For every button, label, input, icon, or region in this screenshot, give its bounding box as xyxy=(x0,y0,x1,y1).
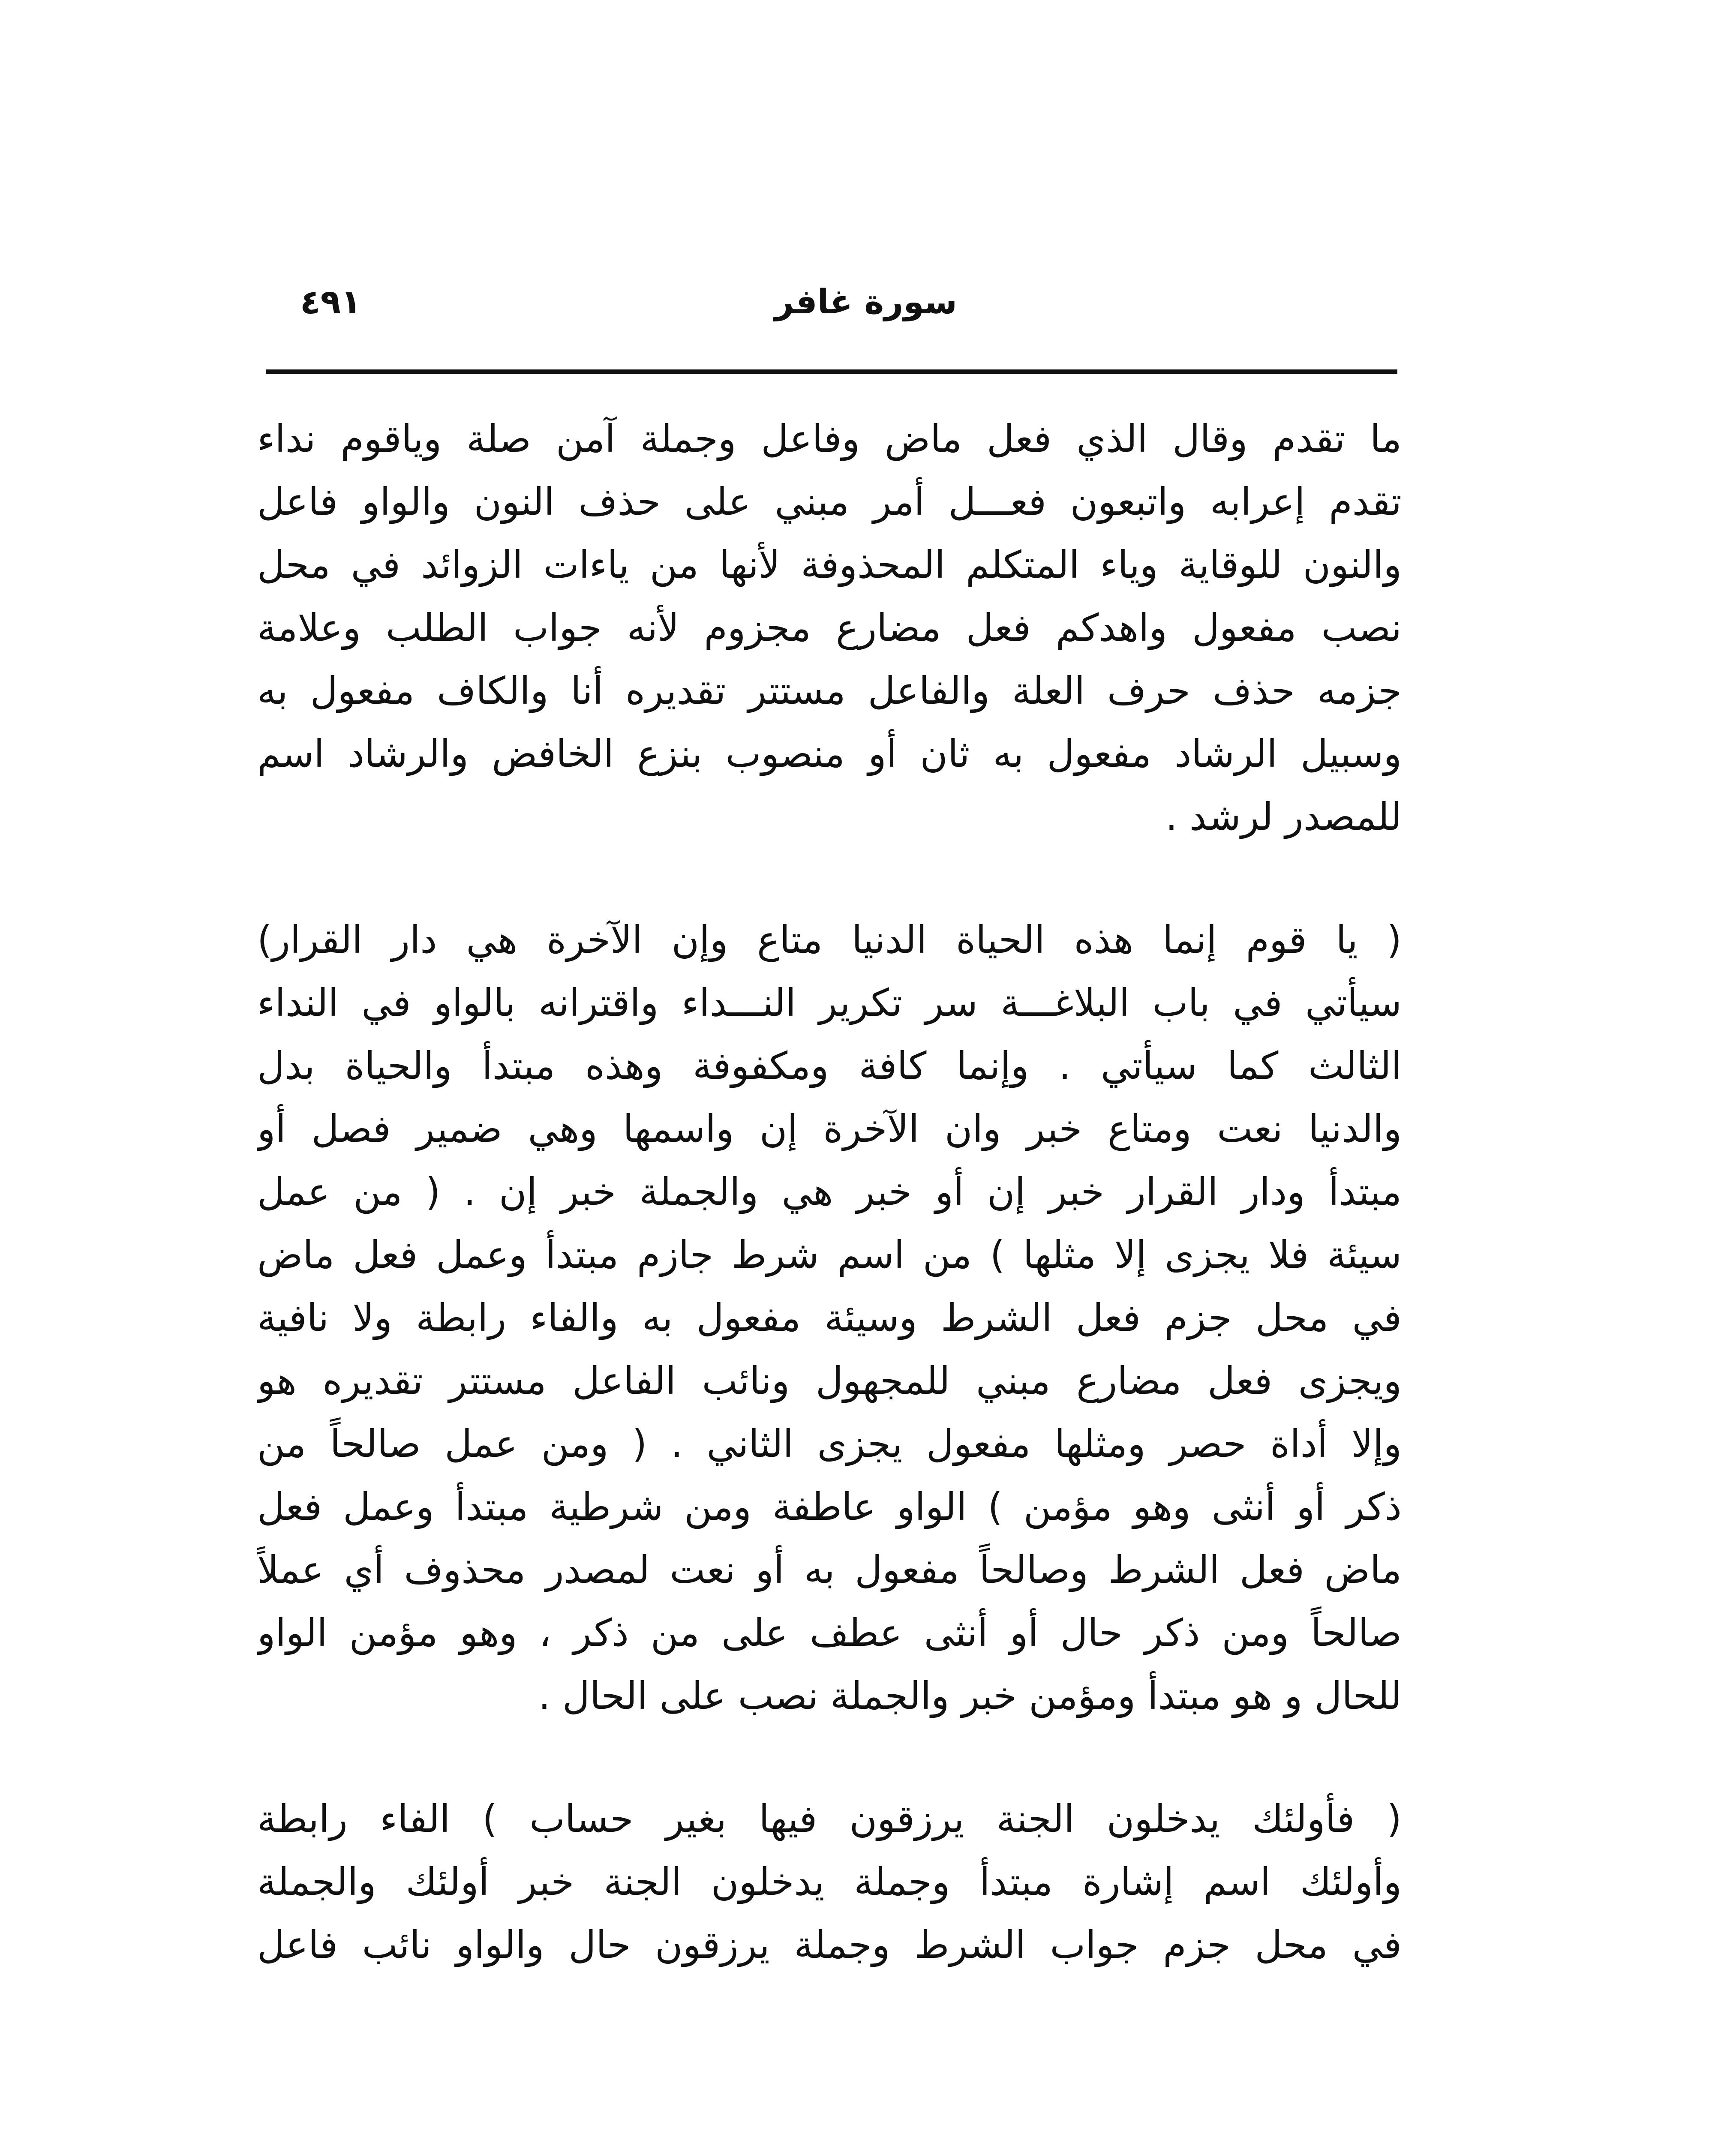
text-line: ( يا قوم إنما هذه الحياة الدنيا متاع وإن الآخرة هي دار القرار) xyxy=(257,918,1402,962)
text-line: ويجزى فعل مضارع مبني للمجهول ونائب الفاعل مستتر تقديره هو xyxy=(257,1359,1402,1403)
text-line: سيئة فلا يجزى إلا مثلها ) من اسم شرط جازم مبتدأ وعمل فعل ماض xyxy=(257,1233,1402,1277)
text-line: نصب مفعول واهدكم فعل مضارع مجزوم لأنه جواب الطلب وعلامة xyxy=(257,606,1402,650)
text-line: ذكر أو أنثى وهو مؤمن ) الواو عاطفة ومن شرطية مبتدأ وعمل فعل xyxy=(257,1485,1402,1529)
paragraph xyxy=(257,908,1402,1727)
header-rule xyxy=(266,369,1397,374)
text-line: والدنيا نعت ومتاع خبر وان الآخرة إن واسمها وهي ضمير فصل أو xyxy=(257,1107,1402,1151)
text-line: والنون للوقاية وياء المتكلم المحذوفة لأنها من ياءات الزوائد في محل xyxy=(257,543,1402,587)
text-line: ما تقدم وقال الذي فعل ماض وفاعل وجملة آمن صلة وياقوم نداء xyxy=(257,417,1402,461)
text-line: ( فأولئك يدخلون الجنة يرزقون فيها بغير حساب ) الفاء رابطة xyxy=(257,1797,1402,1841)
page-number: ٤٩١ xyxy=(300,283,361,321)
text-line: سيأتي في باب البلاغـــة سر تكرير النـــداء واقترانه بالواو في النداء xyxy=(257,981,1402,1025)
text-line: صالحاً ومن ذكر حال أو أنثى عطف على من ذكر ، وهو مؤمن الواو xyxy=(257,1611,1402,1655)
text-line: تقدم إعرابه واتبعون فعـــل أمر مبني على حذف النون والواو فاعل xyxy=(257,480,1402,524)
text-line: وسبيل الرشاد مفعول به ثان أو منصوب بنزع الخافض والرشاد اسم xyxy=(257,732,1402,776)
text-line: مبتدأ ودار القرار خبر إن أو خبر هي والجملة خبر إن . ( من عمل xyxy=(257,1170,1402,1214)
paragraph xyxy=(257,407,1402,848)
text-line: وأولئك اسم إشارة مبتدأ وجملة يدخلون الجنة خبر أولئك والجملة xyxy=(257,1860,1402,1904)
text-line: في محل جزم جواب الشرط وجملة يرزقون حال والواو نائب فاعل xyxy=(257,1923,1402,1967)
text-line: للحال و هو مبتدأ ومؤمن خبر والجملة نصب على الحال . xyxy=(538,1674,1402,1718)
body-text xyxy=(257,407,1402,1976)
text-line: وإلا أداة حصر ومثلها مفعول يجزى الثاني . ( ومن عمل صالحاً من xyxy=(257,1422,1402,1466)
text-line: للمصدر لرشد . xyxy=(1165,795,1402,839)
text-line: جزمه حذف حرف العلة والفاعل مستتر تقديره أنا والكاف مفعول به xyxy=(257,669,1402,713)
text-line: ماض فعل الشرط وصالحاً مفعول به أو نعت لمصدر محذوف أي عملاً xyxy=(257,1548,1402,1592)
running-title: سورة غافر xyxy=(775,283,957,321)
text-line: الثالث كما سيأتي . وإنما كافة ومكفوفة وهذه مبتدأ والحياة بدل xyxy=(257,1044,1402,1088)
text-line: في محل جزم فعل الشرط وسيئة مفعول به والفاء رابطة ولا نافية xyxy=(257,1296,1402,1340)
paragraph xyxy=(257,1787,1402,1976)
